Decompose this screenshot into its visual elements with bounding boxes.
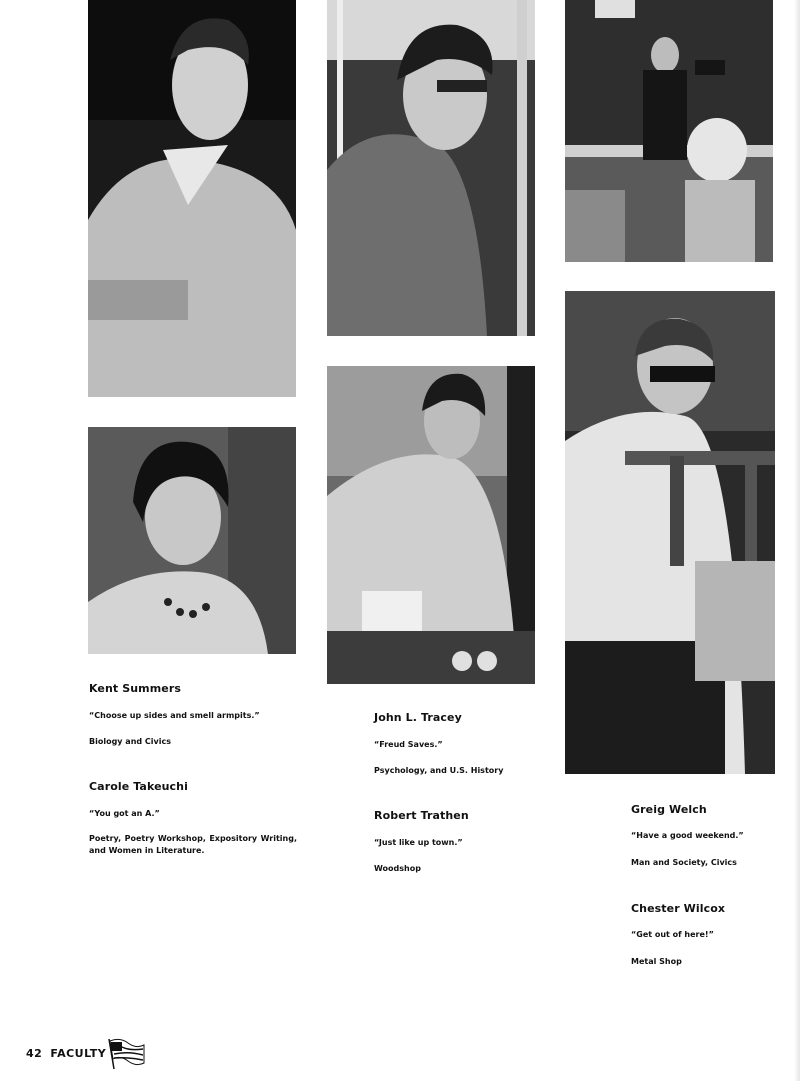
faculty-quote: “You got an A.” [89,809,160,818]
photo-john-tracey [327,0,535,336]
faculty-name: Greig Welch [631,803,707,816]
photo-kent-summers [88,0,296,397]
faculty-quote: “Get out of here!” [631,930,714,939]
faculty-name: Kent Summers [89,682,182,695]
photo-carole-takeuchi [88,427,296,654]
faculty-subjects: Poetry, Poetry Workshop, Expository Writing, and Women in Literature. [89,834,297,855]
faculty-name: Chester Wilcox [631,902,726,915]
faculty-subjects: Biology and Civics [89,737,171,746]
photo-greig-welch [565,291,775,774]
page-edge [794,0,800,1081]
flag-icon [106,1037,146,1071]
photo-robert-trathen [327,366,535,684]
faculty-quote: “Just like up town.” [374,838,463,847]
page-number: 42 [26,1047,43,1060]
faculty-subjects: Man and Society, Civics [631,858,737,867]
faculty-quote: “Choose up sides and smell armpits.” [89,711,260,720]
photo-classroom [565,0,773,262]
faculty-name: Robert Trathen [374,809,469,822]
faculty-quote: “Have a good weekend.” [631,831,744,840]
section-title: FACULTY [50,1047,107,1060]
faculty-name: Carole Takeuchi [89,780,188,793]
faculty-subjects: Woodshop [374,864,421,873]
faculty-quote: “Freud Saves.” [374,740,443,749]
faculty-name: John L. Tracey [374,711,462,724]
faculty-subjects: Psychology, and U.S. History [374,766,504,775]
faculty-subjects: Metal Shop [631,957,682,966]
page-footer [26,1047,114,1060]
